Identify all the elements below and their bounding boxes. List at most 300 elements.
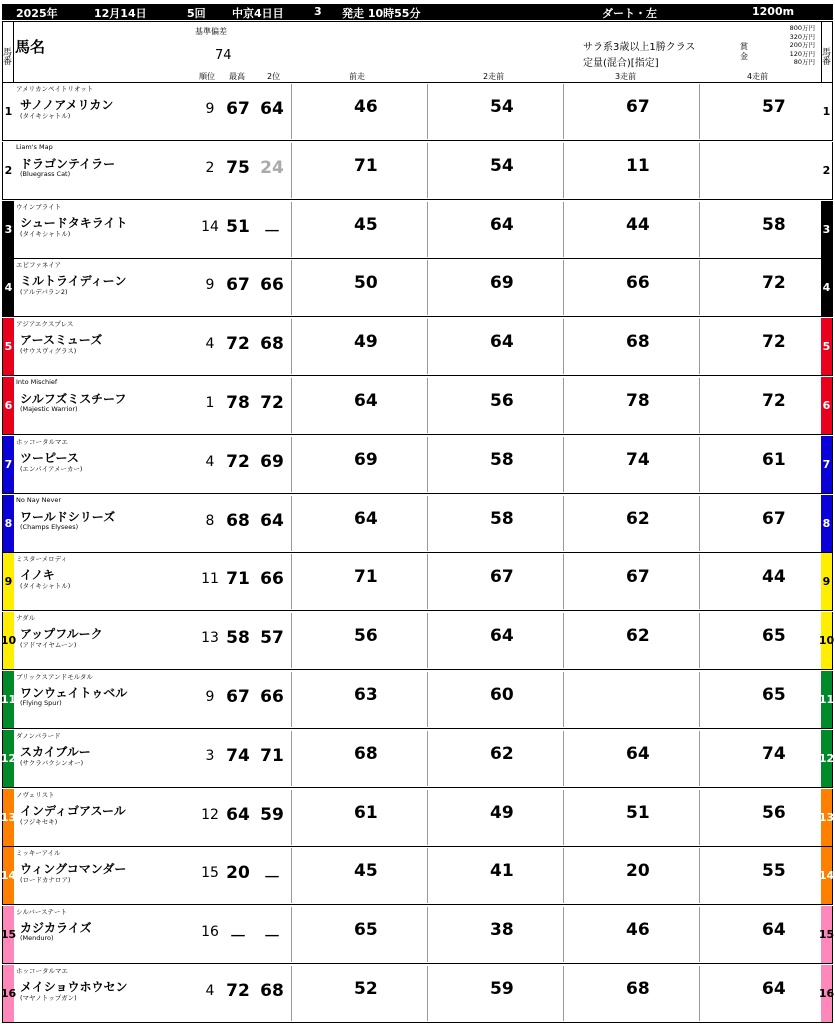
rank: 14 xyxy=(201,218,219,235)
horse-row[interactable] xyxy=(2,259,833,317)
horse-row[interactable] xyxy=(2,612,833,670)
horse-info xyxy=(16,202,199,257)
past-race-figure: 72 xyxy=(762,332,786,353)
best-figure: 72 xyxy=(226,451,250,472)
sire-name: ダノンバラード xyxy=(16,731,61,740)
past-race-1[interactable] xyxy=(291,378,425,433)
past-race-figure: 62 xyxy=(626,508,650,529)
past-race-figure: 74 xyxy=(762,743,786,764)
past-race-figure: 57 xyxy=(762,97,786,117)
past-race-3[interactable] xyxy=(563,437,697,492)
past-race-figure: 68 xyxy=(626,332,650,353)
past-race-3[interactable] xyxy=(563,84,697,139)
best-figure: 75 xyxy=(226,157,250,178)
past-race-4[interactable] xyxy=(699,672,833,727)
horse-info xyxy=(16,84,199,139)
horse-name[interactable]: アースミューズ xyxy=(20,333,103,348)
past-race-figure: 66 xyxy=(626,273,650,294)
broodmare-sire: (アドマイヤムーン) xyxy=(20,641,77,650)
standard-label: 基準偏差 xyxy=(195,27,227,36)
horse-number-right: 5 xyxy=(821,318,832,375)
race-number: 3 xyxy=(314,5,322,18)
past-race-figure: 60 xyxy=(490,685,514,705)
past-race-1[interactable] xyxy=(291,966,425,1021)
horse-name[interactable]: ウィングコマンダー xyxy=(20,862,127,877)
horse-name[interactable]: イノキ xyxy=(20,568,55,583)
sire-name: No Nay Never xyxy=(16,495,62,504)
rank: 4 xyxy=(205,453,215,470)
past-race-3[interactable] xyxy=(563,378,697,433)
best-figure: 51 xyxy=(226,216,250,237)
prize-list xyxy=(763,24,815,67)
past-race-figure: 44 xyxy=(762,567,786,588)
col-second: 2位 xyxy=(267,72,281,81)
col-prev4: 4走前 xyxy=(747,72,769,81)
second-figure: － xyxy=(263,927,281,948)
rank: 15 xyxy=(201,865,219,882)
horse-number: 3 xyxy=(3,201,14,258)
past-race-1[interactable] xyxy=(291,848,425,903)
past-race-3[interactable] xyxy=(563,790,697,845)
broodmare-sire: (タイキシャトル) xyxy=(20,112,71,120)
past-race-2[interactable] xyxy=(427,907,561,962)
past-race-figure: 41 xyxy=(490,861,514,882)
horse-info xyxy=(16,319,199,374)
past-race-2[interactable] xyxy=(427,848,561,903)
past-race-1[interactable] xyxy=(291,672,425,727)
sire-name: エピファネイア xyxy=(16,261,62,270)
rank: 16 xyxy=(201,924,219,941)
past-race-figure: 65 xyxy=(762,685,786,705)
horse-row[interactable] xyxy=(2,906,833,964)
past-race-4[interactable] xyxy=(699,84,833,139)
horse-number: 1 xyxy=(3,83,14,140)
past-race-figure: 38 xyxy=(490,920,514,941)
horse-row[interactable] xyxy=(2,142,833,200)
prize-3: 200万円 xyxy=(789,41,815,49)
meeting: 中京4日目 xyxy=(232,7,284,20)
past-race-figure: 63 xyxy=(354,685,378,705)
past-race-figure: 44 xyxy=(626,214,650,235)
sire-name: アジアエクスプレス xyxy=(16,320,74,329)
rank: 4 xyxy=(205,336,215,353)
horse-number: 4 xyxy=(3,259,14,316)
horse-name[interactable]: ワンウェイトゥベル xyxy=(20,686,128,700)
past-race-figure: 54 xyxy=(490,97,514,117)
past-race-1[interactable] xyxy=(291,496,425,551)
past-race-1[interactable] xyxy=(291,613,425,668)
condition-weight: 定量(混合)[指定] xyxy=(583,58,659,69)
past-race-4[interactable] xyxy=(699,202,833,257)
past-race-4[interactable] xyxy=(699,554,833,609)
past-race-figure: 64 xyxy=(626,743,650,764)
past-race-figure: 71 xyxy=(354,567,378,588)
past-race-4[interactable] xyxy=(699,848,833,903)
best-figure: 58 xyxy=(226,628,250,649)
past-race-3[interactable] xyxy=(563,496,697,551)
past-race-figure: 72 xyxy=(762,273,786,294)
prize-2: 320万円 xyxy=(789,32,815,41)
horse-number: 15 xyxy=(3,906,14,963)
horse-number-right: 11 xyxy=(821,671,832,728)
col-rank: 順位 xyxy=(199,72,215,81)
horse-info xyxy=(16,437,199,492)
race-title-bar xyxy=(2,4,833,20)
past-race-figure: 69 xyxy=(354,449,378,470)
broodmare-sire: (ロードカナロア) xyxy=(20,876,71,885)
past-race-figure: 11 xyxy=(626,155,650,176)
past-race-figure: 65 xyxy=(762,626,786,647)
past-race-2[interactable] xyxy=(427,143,561,198)
second-figure: 66 xyxy=(260,687,284,707)
date: 12月14日 xyxy=(94,7,147,20)
past-race-1[interactable] xyxy=(291,907,425,962)
past-race-figure: 64 xyxy=(490,332,514,353)
past-race-figure: 52 xyxy=(354,979,378,999)
year: 2025年 xyxy=(16,7,58,20)
broodmare-sire: (フジキセキ) xyxy=(20,817,58,826)
horse-number: 10 xyxy=(3,612,14,669)
broodmare-sire: (タイキシャトル) xyxy=(20,582,71,591)
horse-name[interactable]: シルフズミスチーフ xyxy=(20,392,127,406)
second-figure: 69 xyxy=(260,451,284,472)
past-race-figure: 72 xyxy=(762,391,786,411)
horse-number: 2 xyxy=(3,142,14,199)
horse-number: 16 xyxy=(3,965,14,1022)
rank: 9 xyxy=(205,277,215,294)
past-race-3[interactable] xyxy=(563,907,697,962)
horse-info xyxy=(16,554,199,609)
past-race-1[interactable] xyxy=(291,260,425,315)
second-figure: 68 xyxy=(260,981,284,1001)
horse-name[interactable]: シュードタキライト xyxy=(20,215,128,230)
past-race-4[interactable] xyxy=(699,790,833,845)
past-race-figure: 64 xyxy=(762,979,786,999)
horse-name[interactable]: ドラゴンテイラー xyxy=(20,156,116,171)
past-race-2[interactable] xyxy=(427,966,561,1021)
horse-row[interactable] xyxy=(2,730,833,788)
broodmare-sire: (エンパイアメーカー) xyxy=(20,464,83,473)
horse-row[interactable] xyxy=(2,83,833,141)
horse-number-right: 13 xyxy=(821,789,832,846)
horse-number-right: 10 xyxy=(821,612,832,669)
horse-number-right: 6 xyxy=(821,377,832,434)
past-race-1[interactable] xyxy=(291,554,425,609)
horse-number: 5 xyxy=(3,318,14,375)
past-race-figure: 54 xyxy=(490,155,514,176)
past-race-figure: 50 xyxy=(354,273,378,294)
rank: 2 xyxy=(205,159,215,176)
distance: 1200m xyxy=(752,5,795,18)
past-race-3[interactable] xyxy=(563,260,697,315)
horse-number: 6 xyxy=(3,377,14,434)
horse-info xyxy=(16,672,199,727)
past-race-3[interactable] xyxy=(563,672,697,727)
horse-number-right: 14 xyxy=(821,847,832,904)
past-race-figure: 58 xyxy=(490,508,514,529)
past-race-figure: 67 xyxy=(490,567,514,588)
past-race-1[interactable] xyxy=(291,202,425,257)
horse-number: 14 xyxy=(3,847,14,904)
past-race-figure: 58 xyxy=(762,214,786,235)
past-race-3[interactable] xyxy=(563,613,697,668)
broodmare-sire: (Menduro) xyxy=(20,934,54,943)
past-race-2[interactable] xyxy=(427,319,561,374)
horse-info xyxy=(16,848,199,903)
broodmare-sire: (Champs Elysees) xyxy=(20,522,79,531)
horse-number-right: 1 xyxy=(821,83,832,140)
horse-number: 7 xyxy=(3,436,14,493)
horse-number-right: 12 xyxy=(821,730,832,787)
past-race-figure: 46 xyxy=(354,97,378,117)
rank: 9 xyxy=(205,101,215,117)
past-race-figure: 20 xyxy=(626,861,650,882)
past-race-2[interactable] xyxy=(427,202,561,257)
rank: 12 xyxy=(201,806,219,823)
past-race-figure: 59 xyxy=(490,979,514,999)
past-race-1[interactable] xyxy=(291,84,425,139)
horse-info xyxy=(16,378,199,433)
horse-number: 11 xyxy=(3,671,14,728)
broodmare-sire: (Flying Spur) xyxy=(20,699,62,707)
horse-row[interactable] xyxy=(2,201,833,259)
past-race-2[interactable] xyxy=(427,554,561,609)
past-race-2[interactable] xyxy=(427,84,561,139)
horse-name[interactable]: ワールドシリーズ xyxy=(20,509,116,524)
prize-label: 賞金 xyxy=(740,42,748,61)
best-figure: 68 xyxy=(226,510,250,531)
broodmare-sire: (Bluegrass Cat) xyxy=(20,169,71,178)
past-race-1[interactable] xyxy=(291,319,425,374)
broodmare-sire: (サウスヴィグラス) xyxy=(20,347,77,356)
rank: 4 xyxy=(205,983,215,999)
col-prev3: 3走前 xyxy=(615,72,637,81)
past-race-figure: 64 xyxy=(490,626,514,647)
past-race-figure: 51 xyxy=(626,802,650,823)
past-race-figure: 64 xyxy=(354,391,378,411)
horse-row[interactable] xyxy=(2,495,833,553)
prize-5: 80万円 xyxy=(793,58,815,66)
past-race-figure: 49 xyxy=(354,332,378,353)
best-figure: 64 xyxy=(226,804,250,825)
past-race-figure: 71 xyxy=(354,155,378,176)
horse-row[interactable] xyxy=(2,965,833,1023)
second-figure: 72 xyxy=(260,393,284,413)
past-race-figure: 64 xyxy=(762,920,786,941)
past-race-3[interactable] xyxy=(563,966,697,1021)
past-race-figure: 55 xyxy=(762,861,786,882)
past-race-4[interactable] xyxy=(699,143,833,198)
past-race-4[interactable] xyxy=(699,496,833,551)
past-race-3[interactable] xyxy=(563,143,697,198)
horse-number-right: 8 xyxy=(821,495,832,552)
sire-name: ブリックスアンドモルタル xyxy=(16,673,93,681)
past-race-4[interactable] xyxy=(699,437,833,492)
past-race-figure: 61 xyxy=(762,449,786,470)
sire-name: アメリカンペイトリオット xyxy=(16,85,94,93)
table-header xyxy=(2,21,833,83)
horse-number-right: 16 xyxy=(821,965,832,1022)
second-figure: 64 xyxy=(260,510,284,531)
race-conditions xyxy=(583,40,695,72)
best-figure: 72 xyxy=(226,334,250,355)
past-race-figure: 69 xyxy=(490,273,514,294)
past-race-2[interactable] xyxy=(427,496,561,551)
past-race-3[interactable] xyxy=(563,731,697,786)
past-race-2[interactable] xyxy=(427,260,561,315)
past-race-figure: 56 xyxy=(490,391,514,411)
past-race-figure: 49 xyxy=(490,802,514,823)
past-race-2[interactable] xyxy=(427,613,561,668)
rank: 1 xyxy=(205,395,215,411)
horse-row[interactable] xyxy=(2,789,833,847)
umaban-label: 馬番 xyxy=(3,22,14,82)
past-race-2[interactable] xyxy=(427,672,561,727)
start-time: 発走 10時55分 xyxy=(342,7,421,20)
sire-name: Liam's Map xyxy=(16,142,53,151)
horse-row[interactable] xyxy=(2,847,833,905)
past-race-figure: 56 xyxy=(354,626,378,647)
second-figure: 68 xyxy=(260,334,284,355)
horse-number-right: 4 xyxy=(821,259,832,316)
past-race-3[interactable] xyxy=(563,554,697,609)
sire-name: ウインブライト xyxy=(16,202,62,211)
col-best: 最高 xyxy=(229,72,245,81)
rank: 11 xyxy=(201,571,219,588)
horse-number-right: 15 xyxy=(821,906,832,963)
umaban-label-right: 馬番 xyxy=(821,22,832,82)
second-figure: － xyxy=(263,221,281,242)
horse-info xyxy=(16,143,199,198)
horse-number-right: 9 xyxy=(821,553,832,610)
horse-number-right: 2 xyxy=(821,142,832,199)
horse-number-right: 3 xyxy=(821,201,832,258)
horse-info xyxy=(16,790,199,845)
horse-number: 12 xyxy=(3,730,14,787)
past-race-figure: 67 xyxy=(626,567,650,588)
rank: 3 xyxy=(205,747,215,764)
horse-info xyxy=(16,731,199,786)
broodmare-sire: (サクラバクシンオー) xyxy=(20,758,84,767)
past-race-4[interactable] xyxy=(699,966,833,1021)
horse-name[interactable]: ミルトライディーン xyxy=(20,274,127,289)
horse-name[interactable]: メイショウホウセン xyxy=(20,980,128,994)
past-race-figure: 61 xyxy=(354,802,378,823)
horse-name[interactable]: スカイブルー xyxy=(20,744,91,759)
second-figure: － xyxy=(263,868,281,889)
horse-row[interactable] xyxy=(2,318,833,376)
second-figure: 24 xyxy=(260,157,284,178)
past-race-figure: 64 xyxy=(354,508,378,529)
horse-name[interactable]: ツーピース xyxy=(20,450,79,465)
past-race-1[interactable] xyxy=(291,790,425,845)
broodmare-sire: (Majestic Warrior) xyxy=(20,405,78,413)
horse-row[interactable] xyxy=(2,377,833,435)
past-race-3[interactable] xyxy=(563,202,697,257)
horse-number: 8 xyxy=(3,495,14,552)
second-figure: 66 xyxy=(260,569,284,590)
past-race-figure: 58 xyxy=(490,449,514,470)
past-race-4[interactable] xyxy=(699,378,833,433)
past-race-figure: 74 xyxy=(626,449,650,470)
past-race-1[interactable] xyxy=(291,731,425,786)
past-race-figure: 78 xyxy=(626,391,650,411)
standard-value: 74 xyxy=(215,48,232,63)
past-race-3[interactable] xyxy=(563,319,697,374)
past-race-figure: 64 xyxy=(490,214,514,235)
past-race-4[interactable] xyxy=(699,907,833,962)
horse-name-label: 馬名 xyxy=(15,38,46,56)
prize-4: 120万円 xyxy=(789,49,815,58)
horse-name[interactable]: カジカライズ xyxy=(20,921,92,936)
col-prev: 前走 xyxy=(349,72,365,81)
past-race-2[interactable] xyxy=(427,378,561,433)
sire-name: ノヴェリスト xyxy=(16,790,55,799)
second-figure: 59 xyxy=(260,804,284,825)
past-race-figure: 46 xyxy=(626,920,650,941)
horse-name[interactable]: サノノアメリカン xyxy=(20,98,114,112)
horse-name[interactable]: インディゴアスール xyxy=(20,803,126,818)
best-figure: 20 xyxy=(226,863,250,884)
best-figure: 67 xyxy=(226,687,250,707)
past-race-1[interactable] xyxy=(291,437,425,492)
past-race-2[interactable] xyxy=(427,731,561,786)
horse-number: 9 xyxy=(3,553,14,610)
best-figure: 78 xyxy=(226,393,250,413)
best-figure: 71 xyxy=(226,569,250,590)
best-figure: － xyxy=(229,927,247,948)
sire-name: ミッキーアイル xyxy=(16,849,61,858)
past-race-1[interactable] xyxy=(291,143,425,198)
sire-name: ミスターメロディ xyxy=(16,555,68,564)
horse-row[interactable] xyxy=(2,671,833,729)
past-race-4[interactable] xyxy=(699,319,833,374)
rank: 9 xyxy=(205,689,215,705)
horse-info xyxy=(16,613,199,668)
past-race-figure: 67 xyxy=(626,97,650,117)
horse-info xyxy=(16,907,199,962)
sire-name: Into Mischief xyxy=(16,378,58,386)
past-race-2[interactable] xyxy=(427,437,561,492)
past-race-figure: 45 xyxy=(354,861,378,882)
past-race-figure: 62 xyxy=(626,626,650,647)
broodmare-sire: (マヤノトップガン) xyxy=(20,994,77,1002)
broodmare-sire: (アルデバラン2) xyxy=(20,288,68,297)
rank: 8 xyxy=(205,512,215,529)
past-race-4[interactable] xyxy=(699,613,833,668)
past-race-2[interactable] xyxy=(427,790,561,845)
horse-number-right: 7 xyxy=(821,436,832,493)
col-prev2: 2走前 xyxy=(483,72,505,81)
condition-class: サラ系3歳以上1勝クラス xyxy=(583,42,696,53)
past-race-figure: 56 xyxy=(762,802,786,823)
horse-row[interactable] xyxy=(2,436,833,494)
sire-name: ナダル xyxy=(16,614,36,623)
past-race-figure: 68 xyxy=(626,979,650,999)
sire-name: ホッコータルマエ xyxy=(16,967,68,975)
past-race-figure: 67 xyxy=(762,508,786,529)
horse-number: 13 xyxy=(3,789,14,846)
sire-name: ホッコータルマエ xyxy=(16,437,68,446)
past-race-3[interactable] xyxy=(563,848,697,903)
past-race-4[interactable] xyxy=(699,731,833,786)
horse-row[interactable] xyxy=(2,553,833,611)
past-race-figure: 45 xyxy=(354,214,378,235)
horse-name[interactable]: アップフルーク xyxy=(20,627,103,642)
horse-info xyxy=(16,260,199,315)
past-race-4[interactable] xyxy=(699,260,833,315)
best-figure: 67 xyxy=(226,99,250,119)
